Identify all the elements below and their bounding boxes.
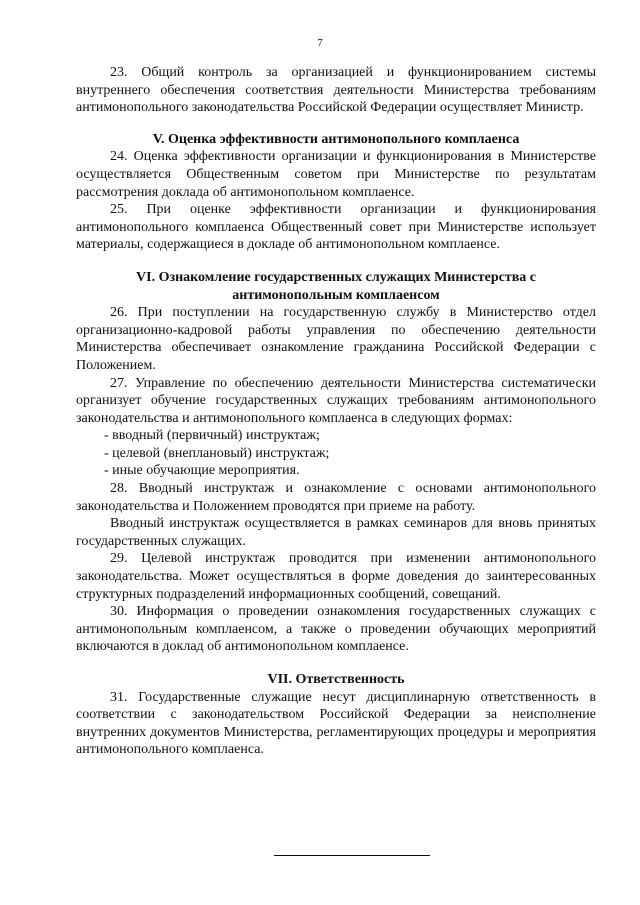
paragraph-27: 27. Управление по обеспечению деятельности Министерства систематически организует обучение государственных служащих требованиям антимонопольного законодательства и антимонопольного комплаенса в следующих формах:: [76, 375, 596, 426]
paragraph-30: 30. Информация о проведении ознакомления государственных служащих с антимонопольным комплаенсом, а также о проведении обучающих мероприятий включаются в доклад об антимонопольном комплаенсе.: [76, 604, 596, 655]
paragraph-23: 23. Общий контроль за организацией и функционированием системы внутреннего обеспечения соответствия деятельности Министерства требованиям антимонопольного законодательства Российской Федерации осуществляет Министр.: [76, 65, 596, 116]
paragraph-26: 26. При поступлении на государственную службу в Министерство отдел организационно-кадровой работы управления по обеспечению деятельности Министерства обеспечивает ознакомление гражданина Российской Федерации с Положением.: [76, 305, 596, 373]
list-item: - вводный (первичный) инструктаж;: [104, 428, 320, 444]
paragraph-24: 24. Оценка эффективности организации и функционирования в Министерстве осуществляется Общественным советом при Министерстве по результатам рассмотрения доклада об антимонопольном комплаенсе.: [76, 149, 596, 200]
section-heading-6-line-2: антимонопольным комплаенсом: [232, 287, 440, 303]
paragraph-25: 25. При оценке эффективности организации и функционирования антимонопольного комплаенса Общественный совет при Министерстве использует материалы, содержащиеся в докладе об антимонопольном комплаенсе.: [76, 202, 596, 253]
section-heading-5: V. Оценка эффективности антимонопольного комплаенса: [152, 131, 520, 147]
list-item: - целевой (внеплановый) инструктаж;: [104, 445, 330, 461]
section-heading-7: VII. Ответственность: [267, 672, 405, 687]
section-heading-6: [76, 269, 596, 304]
paragraph-29: 29. Целевой инструктаж проводится при изменении антимонопольного законодательства. Может осуществляться в форме доведения до заинтересованных структурных подразделений информационных сообщений, совещаний.: [76, 551, 596, 602]
paragraph-28-continued: Вводный инструктаж осуществляется в рамках семинаров для вновь принятых государственных служащих.: [76, 516, 596, 549]
paragraph-28: 28. Вводный инструктаж и ознакомление с основами антимонопольного законодательства и Положением проводятся при приеме на работу.: [76, 481, 596, 514]
document-body: [76, 64, 596, 759]
section-heading-6-line-1: VI. Ознакомление государственных служащих Министерства с: [136, 269, 536, 285]
list-item: - иные обучающие мероприятия.: [104, 463, 300, 479]
paragraph-31: 31. Государственные служащие несут дисциплинарную ответственность в соответствии с законодательством Российской Федерации за неисполнение внутренних документов Министерства, регламентирующих процедуры и мероприятия антимонопольного комплаенса.: [76, 689, 596, 758]
page-number: 7: [317, 37, 323, 49]
end-divider-line: [274, 855, 430, 856]
